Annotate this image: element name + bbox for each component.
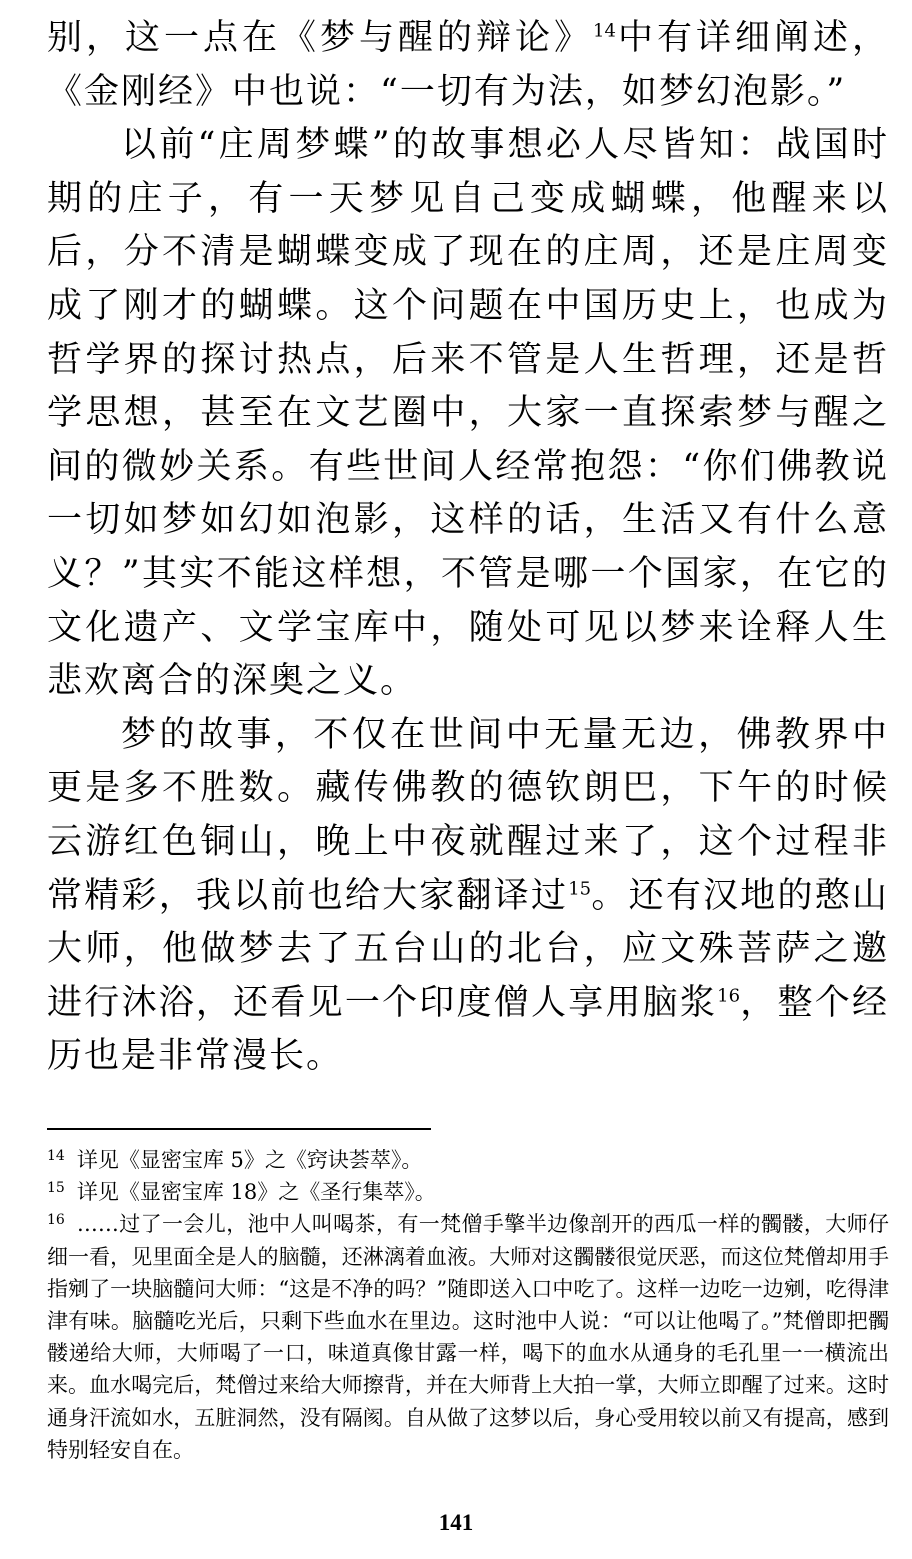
- footnote-ref-14: 14: [593, 20, 616, 42]
- footnote-ref-15: 15: [568, 877, 592, 899]
- footnote-number: 14: [47, 1148, 65, 1164]
- footnote-16: [47, 1208, 889, 1466]
- footnotes: [47, 1144, 889, 1466]
- body-text: [47, 12, 889, 1084]
- footnote-text: ……过了一会儿，池中人叫喝茶，有一梵僧手擎半边像剖开的西瓜一样的髑髅，大师仔细一看，见里面全是人的脑髓，还淋漓着血液。大师对这髑髅很觉厌恶，而这位梵僧却用手指剜了一块脑髓问大师：“这是不净的吗？”随即送入口中吃了。这样一边吃一边剜，吃得津津有味。脑髓吃光后，只剩下些血水在里边。这时池中人说：“可以让他喝了。”梵僧即把髑髅递给大师，大师喝了一口，味道真像甘露一样，喝下的血水从通身的毛孔里一一横流出来。血水喝完后，梵僧过来给大师擦背，并在大师背上大拍一掌，大师立即醒了过来。这时通身汗流如水，五脏洞然，没有隔阂。自从做了这梦以后，身心受用较以前又有提高，感到特别轻安自在。: [47, 1212, 889, 1462]
- footnote-text: 详见《显密宝库 18》之《圣行集萃》。: [76, 1180, 436, 1205]
- footnote-14: [47, 1144, 889, 1176]
- paragraph-3-text-c: ，整个经历也是非常漫长。: [47, 982, 889, 1077]
- footnote-number: 15: [47, 1180, 65, 1197]
- paragraph-3-text-b: 。还有汉地的憨山大师，他做梦去了五台山的北台，应文殊菩萨之邀进行沐浴，还看见一个印度僧人享用脑浆: [47, 875, 889, 1023]
- footnote-text: 详见《显密宝库 5》之《窍诀荟萃》。: [76, 1148, 423, 1172]
- footnote-ref-16: 16: [717, 985, 741, 1007]
- paragraph-3-text-a: 梦的故事，不仅在世间中无量无边，佛教界中更是多不胜数。藏传佛教的德钦朗巴，下午的时候云游红色铜山，晚上中夜就醒过来了，这个过程非常精彩，我以前也给大家翻译过: [47, 714, 889, 916]
- footnote-number: 16: [47, 1212, 65, 1229]
- paragraph-1: [47, 12, 889, 119]
- footnote-15: [47, 1176, 889, 1208]
- paragraph-2: 以前“庄周梦蝶”的故事想必人尽皆知：战国时期的庄子，有一天梦见自己变成蝴蝶，他醒来以后，分不清是蝴蝶变成了现在的庄周，还是庄周变成了刚才的蝴蝶。这个问题在中国历史上，也成为哲学界的探讨热点，后来不管是人生哲理，还是哲学思想，甚至在文艺圈中，大家一直探索梦与醒之间的微妙关系。有些世间人经常抱怨：“你们佛教说一切如梦如幻如泡影，这样的话，生活又有什么意义？”其实不能这样想，不管是哪一个国家，在它的文化遗产、文学宝库中，随处可见以梦来诠释人生悲欢离合的深奥之义。: [47, 125, 889, 702]
- footnote-separator: [47, 1128, 431, 1130]
- paragraph-3: [47, 709, 889, 1084]
- paragraph-1-text-a: 别，这一点在《梦与醒的辩论》: [47, 18, 594, 58]
- paragraph-1-text-b: 中有详细阐述，《金刚经》中也说：“一切有为法，如梦幻泡影。”: [47, 18, 889, 112]
- page-number: 141: [438, 1510, 474, 1535]
